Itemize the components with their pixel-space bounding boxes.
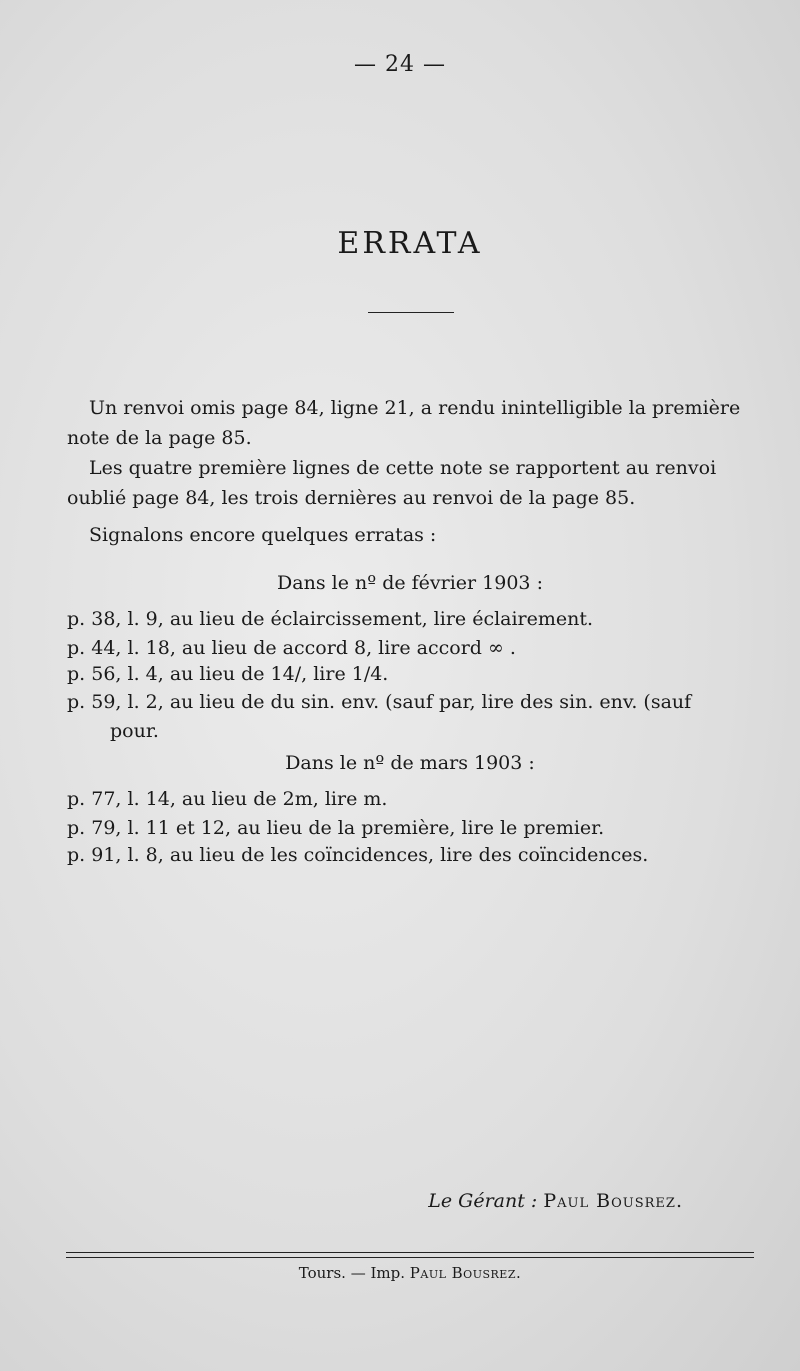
entry-correction: au lieu de éclaircissement, lire éclairement. — [169, 608, 594, 630]
title-divider — [368, 312, 454, 313]
entry-continuation: pour. — [110, 720, 159, 742]
entry-reference: p. 79, l. 11 et 12, — [67, 817, 232, 839]
errata-entry — [67, 688, 761, 746]
errata-entry — [67, 634, 761, 663]
errata-entry — [67, 841, 761, 870]
entry-reference: p. 59, l. 2, — [67, 691, 164, 713]
errata-entry — [67, 814, 761, 843]
entry-reference: p. 77, l. 14, — [67, 788, 176, 810]
imprint-place: Tours. — Imp. — [298, 1264, 405, 1282]
issue-heading-march: Dans le nº de mars 1903 : — [285, 752, 535, 774]
imprint-printer: Paul Bousrez. — [409, 1264, 522, 1282]
footer-rule — [66, 1252, 754, 1253]
errata-entry — [67, 785, 761, 814]
errata-entry — [67, 605, 761, 634]
errata-paragraph-1: Un renvoi omis page 84, ligne 21, a rendu inintelligible la première note de la page 85. — [67, 397, 741, 449]
footer-rule — [66, 1257, 754, 1258]
errata-title: ERRATA — [337, 226, 483, 261]
entry-correction: au lieu de accord 8, lire accord ∞ . — [181, 637, 516, 659]
entry-correction: au lieu de du sin. env. (sauf par, lire des sin. env. (sauf — [169, 691, 692, 713]
signature — [428, 1190, 683, 1212]
entry-reference: p. 44, l. 18, — [67, 637, 176, 659]
issue-heading-february: Dans le nº de février 1903 : — [277, 572, 543, 594]
imprint — [0, 1264, 800, 1282]
entry-reference: p. 38, l. 9, — [67, 608, 164, 630]
entry-correction: au lieu de 14/, lire 1/4. — [169, 663, 389, 685]
entry-correction: au lieu de la première, lire le premier. — [237, 817, 605, 839]
entry-reference: p. 56, l. 4, — [67, 663, 164, 685]
entry-correction: au lieu de les coïncidences, lire des coïncidences. — [169, 844, 649, 866]
signature-role: Le Gérant : — [428, 1190, 538, 1212]
signature-name: Paul Bousrez. — [543, 1190, 683, 1212]
errata-paragraph-3: Signalons encore quelques erratas : — [89, 524, 437, 546]
entry-reference: p. 91, l. 8, — [67, 844, 164, 866]
page-number: — 24 — — [354, 52, 446, 77]
entry-correction: au lieu de 2m, lire m. — [181, 788, 388, 810]
errata-paragraph-2: Les quatre première lignes de cette note se rapportent au renvoi oublié page 84, les trois dernières au renvoi de la page 85. — [67, 457, 717, 509]
errata-entry — [67, 660, 761, 689]
